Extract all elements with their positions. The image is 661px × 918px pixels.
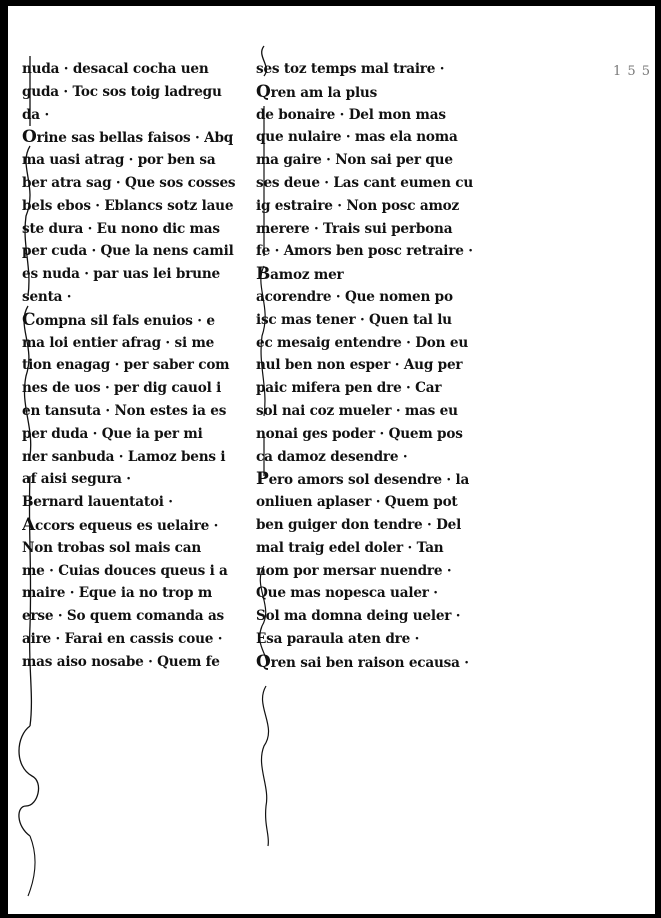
left-column-line xyxy=(22,58,266,81)
manuscript-text: sol nai coz mueler · mas eu xyxy=(256,402,458,419)
manuscript-text: que nulaire · mas ela noma xyxy=(256,129,458,146)
decorated-initial: O xyxy=(22,127,37,148)
right-column-line xyxy=(256,628,494,651)
manuscript-text: nul ben non esper · Aug per xyxy=(256,357,463,374)
manuscript-text: onliuen aplaser · Quem pot xyxy=(256,494,458,511)
decorated-initial: A xyxy=(22,514,35,535)
left-column-line xyxy=(22,605,266,628)
left-column-line xyxy=(22,240,266,263)
right-column-line xyxy=(256,514,494,537)
manuscript-text: en tansuta · Non estes ia es xyxy=(22,402,227,419)
manuscript-text: rine sas bellas faisos · Abq xyxy=(36,130,234,147)
manuscript-text: isc mas tener · Quen tal lu xyxy=(256,311,452,328)
left-column-line xyxy=(22,582,266,605)
manuscript-page xyxy=(8,6,655,914)
manuscript-text: de bonaire · Del mon mas xyxy=(256,106,446,123)
manuscript-text: nonai ges poder · Quem pos xyxy=(256,425,463,442)
left-column-line xyxy=(22,354,266,377)
manuscript-text: per cuda · Que la nens camil xyxy=(22,243,234,260)
right-column-line xyxy=(256,172,494,195)
right-column-line xyxy=(256,377,494,400)
folio-number: 1 5 5 xyxy=(613,64,652,79)
right-column-line xyxy=(256,468,494,491)
right-column-line xyxy=(256,491,494,514)
left-column-line xyxy=(22,628,266,651)
right-column-line xyxy=(256,149,494,172)
left-column-line xyxy=(22,651,266,674)
left-column-line xyxy=(22,286,266,309)
manuscript-text: Esa paraula aten dre · xyxy=(256,630,420,647)
right-column-line xyxy=(256,104,494,127)
manuscript-text: mas aiso nosabe · Quem fe xyxy=(22,653,220,670)
left-column-line xyxy=(22,514,266,537)
left-column-line xyxy=(22,104,266,127)
manuscript-text: acorendre · Que nomen po xyxy=(256,288,453,305)
manuscript-text: merere · Trais sui perbona xyxy=(256,220,453,237)
right-column-line xyxy=(256,240,494,263)
manuscript-text: mal traig edel doler · Tan xyxy=(256,539,444,556)
right-column-line xyxy=(256,81,494,104)
manuscript-text: ero amors sol desendre · la xyxy=(268,472,470,489)
manuscript-text: nuda · desacal cocha uen xyxy=(22,61,209,77)
right-column-line xyxy=(256,537,494,560)
right-column-line xyxy=(256,423,494,446)
manuscript-text: ma gaire · Non sai per que xyxy=(256,152,453,169)
decorated-initial: P xyxy=(256,469,269,490)
left-text-column xyxy=(22,58,266,674)
manuscript-text: nes de uos · per dig cauol i xyxy=(22,380,222,397)
right-column-line xyxy=(256,309,494,332)
manuscript-text: paic mifera pen dre · Car xyxy=(256,380,442,397)
manuscript-text: ca damoz desendre · xyxy=(256,448,408,465)
manuscript-text: tion enagag · per saber com xyxy=(22,357,230,374)
manuscript-text: Sol ma domna deing ueler · xyxy=(256,608,461,625)
decorated-initial: Q xyxy=(256,651,271,672)
left-column-line xyxy=(22,172,266,195)
left-column-line xyxy=(22,332,266,355)
right-column-line xyxy=(256,58,494,81)
manuscript-text: ec mesaig entendre · Don eu xyxy=(256,334,469,351)
left-column-line xyxy=(22,560,266,583)
manuscript-text: Que mas nopesca ualer · xyxy=(256,585,438,602)
manuscript-text: guda · Toc sos toig ladregu xyxy=(22,83,222,100)
manuscript-text: ner sanbuda · Lamoz bens i xyxy=(22,448,226,465)
manuscript-text: ses toz temps mal traire · xyxy=(256,61,445,77)
left-column-line xyxy=(22,491,266,514)
left-column-line xyxy=(22,468,266,491)
decorated-initial: Q xyxy=(256,81,271,102)
manuscript-text: senta · xyxy=(22,288,72,305)
manuscript-text: aire · Farai en cassis coue · xyxy=(22,630,223,647)
manuscript-text: fe · Amors ben posc retraire · xyxy=(256,243,473,260)
manuscript-text: erse · So quem comanda as xyxy=(22,608,225,625)
manuscript-text: ren am la plus xyxy=(270,84,378,101)
right-text-column xyxy=(256,58,494,674)
manuscript-text: Bernard lauentatoi · xyxy=(22,494,173,511)
right-column-line xyxy=(256,400,494,423)
left-column-line xyxy=(22,149,266,172)
manuscript-text: me · Cuias douces queus i a xyxy=(22,562,228,579)
left-column-line xyxy=(22,263,266,286)
left-column-line xyxy=(22,423,266,446)
manuscript-text: maire · Eque ia no trop m xyxy=(22,585,213,602)
manuscript-text: ma uasi atrag · por ben sa xyxy=(22,152,216,169)
manuscript-text: ig estraire · Non posc amoz xyxy=(256,197,460,214)
right-column-line xyxy=(256,332,494,355)
left-column-line xyxy=(22,218,266,241)
right-column-line xyxy=(256,582,494,605)
manuscript-text: ste dura · Eu nono dic mas xyxy=(22,220,220,237)
right-column-line xyxy=(256,560,494,583)
left-column-line xyxy=(22,537,266,560)
manuscript-text: nom por mersar nuendre · xyxy=(256,562,452,579)
manuscript-text: ompna sil fals enuios · e xyxy=(35,312,215,329)
manuscript-text: ses deue · Las cant eumen cu xyxy=(256,174,474,191)
right-column-line xyxy=(256,286,494,309)
right-column-line xyxy=(256,126,494,149)
manuscript-text: af aisi segura · xyxy=(22,471,131,488)
manuscript-text: per duda · Que ia per mi xyxy=(22,425,203,442)
manuscript-text: ma loi entier afrag · si me xyxy=(22,334,215,351)
left-column-line xyxy=(22,195,266,218)
left-column-line xyxy=(22,309,266,332)
right-column-line xyxy=(256,195,494,218)
manuscript-text: ben guiger don tendre · Del xyxy=(256,516,462,533)
right-column-line xyxy=(256,446,494,469)
left-column-line xyxy=(22,126,266,149)
left-column-line xyxy=(22,81,266,104)
manuscript-text: amoz mer xyxy=(270,267,344,284)
manuscript-text: es nuda · par uas lei brune xyxy=(22,266,220,283)
right-column-line xyxy=(256,651,494,674)
right-column-line xyxy=(256,218,494,241)
manuscript-text: bels ebos · Eblancs sotz laue xyxy=(22,197,234,214)
decorated-initial: C xyxy=(22,309,36,330)
right-column-line xyxy=(256,263,494,286)
decorated-initial: B xyxy=(256,264,271,285)
manuscript-text: Non trobas sol mais can xyxy=(22,539,202,556)
right-column-line xyxy=(256,354,494,377)
manuscript-text: ccors equeus es uelaire · xyxy=(35,517,219,534)
left-column-line xyxy=(22,400,266,423)
manuscript-text: da · xyxy=(22,106,49,123)
manuscript-text: ren sai ben raison ecausa · xyxy=(270,654,469,671)
left-column-line xyxy=(22,377,266,400)
left-column-line xyxy=(22,446,266,469)
right-column-line xyxy=(256,605,494,628)
manuscript-text: ber atra sag · Que sos cosses xyxy=(22,174,236,191)
